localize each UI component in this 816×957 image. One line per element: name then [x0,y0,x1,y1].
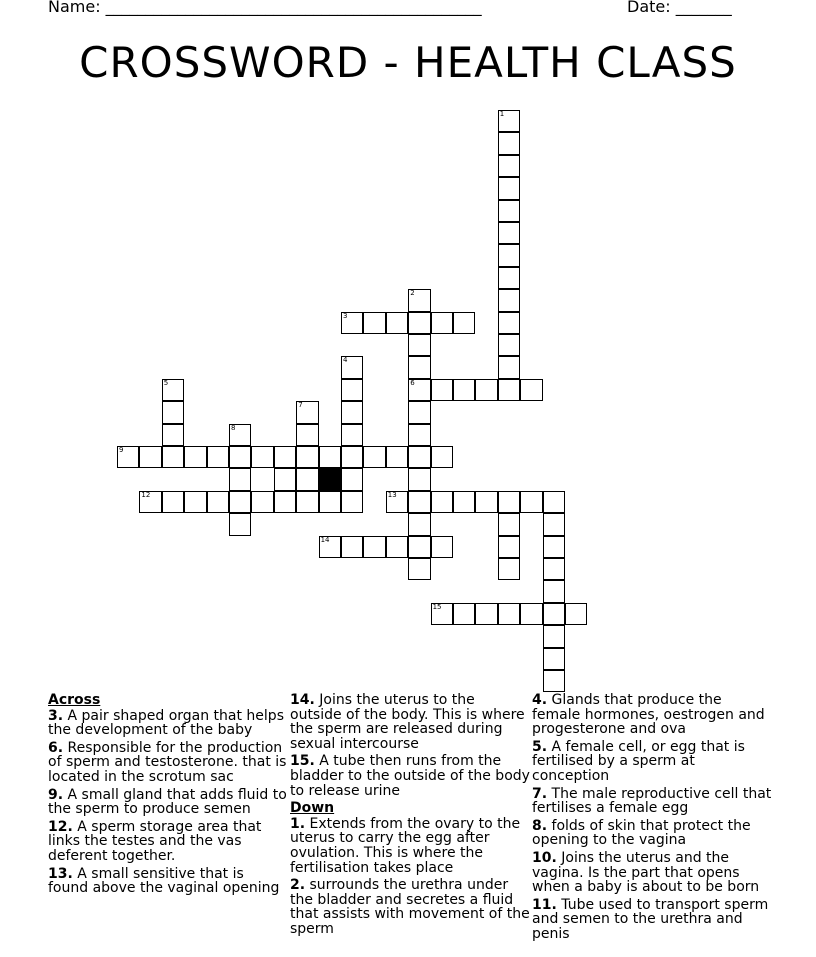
grid-cell[interactable] [431,536,453,558]
cell-number: 4 [343,356,348,365]
clues-column-2 [290,693,530,940]
clue-across-14 [290,693,530,751]
grid-cell[interactable] [408,558,430,580]
grid-cell[interactable] [453,312,475,334]
grid-cell[interactable] [184,446,206,468]
grid-cell[interactable] [408,379,430,401]
clue-number: 15. [290,753,315,770]
clues-column-3 [532,693,772,945]
cell-number: 8 [231,423,236,432]
grid-cell[interactable] [543,670,565,692]
grid-cell[interactable] [229,446,251,468]
grid-cell[interactable] [341,424,363,446]
grid-cell[interactable] [408,312,430,334]
clue-number: 2. [290,877,306,894]
grid-cell[interactable] [498,244,520,266]
grid-cell[interactable] [543,491,565,513]
cell-number: 5 [163,378,169,387]
clue-across-9 [48,788,288,817]
cell-number: 3 [343,311,348,320]
clue-number: 3. [48,707,64,724]
grid-cell[interactable] [408,424,430,446]
clue-down-5 [532,740,772,784]
grid-cell[interactable] [139,446,161,468]
clue-number: 9. [48,786,64,803]
grid-cell[interactable] [162,379,184,401]
clue-across-15 [290,754,530,798]
grid-cell[interactable] [408,289,430,311]
grid-cell[interactable] [341,491,363,513]
grid-cell[interactable] [520,491,542,513]
clue-number: 12. [48,818,73,835]
black-cell [319,468,341,490]
grid-cell[interactable] [229,468,251,490]
cell-number: 14 [320,535,330,544]
grid-cell[interactable] [498,132,520,154]
cell-number: 12 [141,490,151,499]
grid-cell[interactable] [498,110,520,132]
clue-down-8 [532,819,772,848]
grid-cell[interactable] [296,424,318,446]
grid-cell[interactable] [431,379,453,401]
grid-cell[interactable] [162,401,184,423]
grid-cell[interactable] [498,334,520,356]
across-heading: Across [48,692,101,708]
clue-text: A female cell, or egg that is fertilised by a sperm at conception [532,738,745,784]
grid-cell[interactable] [341,468,363,490]
grid-cell[interactable] [296,491,318,513]
cell-number: 7 [298,401,303,410]
cell-number: 6 [410,378,415,387]
grid-cell[interactable] [408,356,430,378]
grid-cell[interactable] [341,312,363,334]
clue-down-7 [532,787,772,816]
grid-cell[interactable] [431,312,453,334]
grid-cell[interactable] [251,446,273,468]
grid-cell[interactable] [341,379,363,401]
grid-cell[interactable] [341,401,363,423]
clue-text: Extends from the ovary to the uterus to carry the egg after ovulation. This is where the fertilisation takes place [290,815,521,876]
clue-number: 14. [290,692,315,708]
clue-across-3 [48,709,288,738]
grid-cell[interactable] [543,625,565,647]
grid-cell[interactable] [207,491,229,513]
clue-text: The male reproductive cell that fertilises a female egg [532,785,772,817]
grid-cell[interactable] [363,536,385,558]
grid-cell[interactable] [475,603,497,625]
grid-cell[interactable] [431,603,453,625]
grid-cell[interactable] [431,491,453,513]
down-heading: Down [290,800,335,817]
clue-across-6 [48,741,288,785]
grid-cell[interactable] [386,446,408,468]
clue-text: Joins the uterus to the outside of the body. This is where the sperm are released during sexual intercourse [290,692,525,752]
grid-cell[interactable] [498,155,520,177]
grid-cell[interactable] [363,446,385,468]
clue-text: folds of skin that protect the opening to the vagina [532,817,751,849]
date-field[interactable]: Date: _______ [627,0,732,16]
grid-cell[interactable] [498,177,520,199]
grid-cell[interactable] [274,491,296,513]
grid-cell[interactable] [408,536,430,558]
clue-text: A tube then runs from the bladder to the outside of the body to release urine [290,753,530,799]
grid-cell[interactable] [543,513,565,535]
clue-text: A pair shaped organ that helps the development of the baby [48,707,284,739]
grid-cell[interactable] [408,401,430,423]
grid-cell[interactable] [453,603,475,625]
grid-cell[interactable] [408,491,430,513]
grid-cell[interactable] [184,491,206,513]
grid-cell[interactable] [520,379,542,401]
grid-cell[interactable] [207,446,229,468]
grid-cell[interactable] [162,491,184,513]
clue-number: 8. [532,817,548,834]
grid-cell[interactable] [498,289,520,311]
name-field[interactable]: Name: _______________________________________________ [48,0,482,16]
clue-text: Tube used to transport sperm and semen to the urethra and penis [532,896,769,942]
grid-cell[interactable] [296,468,318,490]
cell-number: 13 [387,490,397,499]
grid-cell[interactable] [229,513,251,535]
grid-cell[interactable] [386,536,408,558]
grid-cell[interactable] [565,603,587,625]
clue-across-13 [48,867,288,896]
grid-cell[interactable] [162,446,184,468]
cell-number: 15 [432,602,442,611]
grid-cell[interactable] [117,446,139,468]
grid-cell[interactable] [274,468,296,490]
grid-cell[interactable] [498,603,520,625]
grid-cell[interactable] [408,513,430,535]
grid-cell[interactable] [475,491,497,513]
clue-down-10 [532,851,772,895]
grid-cell[interactable] [453,379,475,401]
grid-cell[interactable] [229,491,251,513]
grid-cell[interactable] [274,446,296,468]
grid-cell[interactable] [341,356,363,378]
clue-number: 7. [532,785,548,802]
grid-cell[interactable] [431,446,453,468]
grid-cell[interactable] [341,446,363,468]
clue-text: Responsible for the production of sperm and testosterone. that is located in the scrotum sac [48,739,287,785]
page-title: CROSSWORD - HEALTH CLASS [79,38,737,87]
grid-cell[interactable] [408,446,430,468]
grid-cell[interactable] [475,379,497,401]
clue-text: Glands that produce the female hormones, oestrogen and progesterone and ova [532,692,765,738]
clue-number: 6. [48,739,64,756]
clue-across-12 [48,820,288,864]
grid-cell[interactable] [408,468,430,490]
grid-cell[interactable] [498,491,520,513]
grid-cell[interactable] [543,536,565,558]
grid-cell[interactable] [386,491,408,513]
clue-number: 10. [532,849,557,866]
grid-cell[interactable] [363,312,385,334]
clue-text: A small sensitive that is found above the vaginal opening [48,865,280,897]
grid-cell[interactable] [139,491,161,513]
clue-text: Joins the uterus and the vagina. Is the part that opens when a baby is about to be born [532,849,760,896]
grid-cell[interactable] [498,536,520,558]
grid-cell[interactable] [341,536,363,558]
grid-cell[interactable] [319,446,341,468]
grid-cell[interactable] [229,424,251,446]
grid-cell[interactable] [319,536,341,558]
grid-cell[interactable] [408,334,430,356]
grid-cell[interactable] [162,424,184,446]
clue-text: A small gland that adds fluid to the sperm to produce semen [48,786,287,818]
clue-number: 4. [532,692,548,708]
cell-number: 2 [410,289,415,298]
grid-cell[interactable] [453,491,475,513]
clue-down-1 [290,817,530,875]
grid-cell[interactable] [543,558,565,580]
clue-number: 5. [532,738,548,755]
clue-number: 11. [532,896,557,913]
cell-number: 9 [119,446,124,454]
grid-cell[interactable] [543,648,565,670]
grid-cell[interactable] [386,312,408,334]
grid-cell[interactable] [296,401,318,423]
grid-cell[interactable] [498,312,520,334]
clue-number: 13. [48,865,73,882]
clue-down-11 [532,898,772,942]
grid-cell[interactable] [498,356,520,378]
grid-cell[interactable] [296,446,318,468]
grid-cell[interactable] [251,491,273,513]
clues-column-1 [48,693,288,899]
grid-cell[interactable] [498,267,520,289]
clue-number: 1. [290,815,306,832]
clue-down-2 [290,878,530,936]
grid-cell[interactable] [498,200,520,222]
clue-text: surrounds the urethra under the bladder and secretes a fluid that assists with movement of the sperm [290,877,530,937]
grid-cell[interactable] [498,513,520,535]
grid-cell[interactable] [543,603,565,625]
grid-cell[interactable] [319,491,341,513]
clue-down-4 [532,693,772,737]
grid-cell[interactable] [498,379,520,401]
grid-cell[interactable] [543,580,565,602]
grid-cell[interactable] [498,558,520,580]
clue-text: A sperm storage area that links the testes and the vas deferent together. [48,818,262,864]
grid-cell[interactable] [520,603,542,625]
grid-cell[interactable] [498,222,520,244]
cell-number: 1 [499,110,505,118]
